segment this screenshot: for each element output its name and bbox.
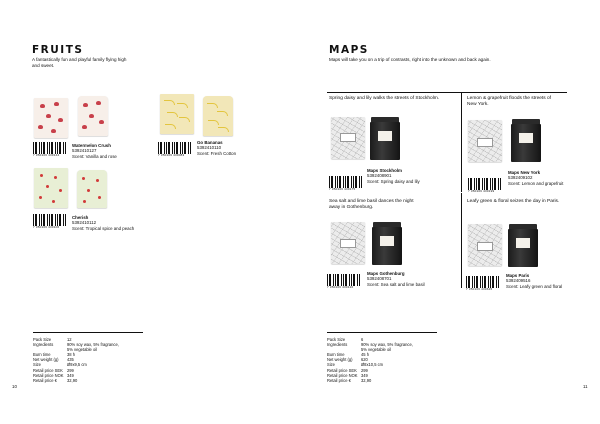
barcode-number: 7 350106 430144 <box>33 153 60 157</box>
bananas-barcode <box>158 142 192 157</box>
spec-value: 5% vegetable oil <box>67 347 98 353</box>
gothenburg-barcode <box>327 274 361 289</box>
bananas-box-image <box>160 94 194 134</box>
spec-key: Pack Size <box>327 337 346 342</box>
barcode-number: 7 350106 430199 <box>468 189 495 193</box>
product-sku: 5392409516 <box>506 278 531 284</box>
spec-value: 349 <box>67 372 74 378</box>
newyork-description <box>467 96 577 108</box>
barcode-number: 7 350106 430120 <box>327 285 354 289</box>
product-name: Maps Stockholm <box>367 168 402 173</box>
barcode-number: 7 350106 430106 <box>33 225 60 229</box>
stockholm-jar-image <box>370 122 400 160</box>
watermelon-caption <box>72 143 132 159</box>
product-sku: 5392408901 <box>367 173 392 179</box>
watermelon-candle-image <box>78 96 108 136</box>
product-name: Maps Gothenburg <box>367 271 405 276</box>
fruits-intro <box>32 57 142 69</box>
bananas-caption <box>197 140 257 156</box>
product-name: Watermelon Crush <box>72 143 111 148</box>
spec-key: Ingredients <box>33 342 54 348</box>
watermelon-barcode <box>33 142 67 157</box>
maps-specs-table <box>327 337 413 383</box>
specs-divider <box>327 332 437 333</box>
product-sku: 5392410112 <box>72 220 97 226</box>
stockholm-box-image <box>331 117 365 159</box>
product-sku: 5392409102 <box>508 175 533 181</box>
paris-caption <box>506 273 588 289</box>
stockholm-description <box>329 96 459 102</box>
product-sku: 5392410127 <box>72 148 97 154</box>
description-line: Leafy green & floral seizes the day in Paris. <box>467 199 560 204</box>
spec-value: 620 <box>361 357 368 363</box>
maps-title: MAPS <box>329 44 369 56</box>
maps-top-divider <box>327 92 567 93</box>
product-name: Go Bananas <box>197 140 223 145</box>
spec-value: 12 <box>67 337 72 342</box>
description-line: New York. <box>467 102 489 108</box>
spec-value: 349 <box>361 372 368 378</box>
spec-value: 32,90 <box>67 377 78 383</box>
product-name: Maps Paris <box>506 273 530 278</box>
product-scent: Scent: Vanilla and rose <box>72 153 117 159</box>
fruits-title: FRUITS <box>32 44 84 56</box>
gothenburg-jar-image <box>372 227 402 265</box>
spec-value: Ø8x10,5 cm <box>361 362 384 368</box>
page-number-left: 10 <box>12 384 17 389</box>
newyork-barcode <box>468 178 502 193</box>
spec-key: Size <box>33 362 41 368</box>
product-name: Cherish <box>72 215 89 220</box>
product-name: Maps New York <box>508 170 541 175</box>
description-line: away in Gothenburg. <box>329 205 374 211</box>
fruits-intro-line1: A fantastically fun and playful family flying high <box>32 57 127 62</box>
spec-row <box>33 378 119 383</box>
spec-key: Net weight (g) <box>33 357 59 363</box>
paris-jar-image <box>508 229 538 267</box>
paris-box-image <box>468 224 502 266</box>
barcode-number: 7 350106 430625 <box>466 287 493 291</box>
product-sku: 5392410110 <box>197 145 222 151</box>
cherish-candle-image <box>77 170 107 208</box>
gothenburg-box-image <box>331 222 365 264</box>
spec-key: Burn time <box>33 352 51 358</box>
spec-value: 38 h <box>67 352 75 358</box>
stockholm-barcode <box>329 176 363 191</box>
spec-key: Ingredients <box>327 342 348 348</box>
barcode-number: 7 350106 430083 <box>158 153 185 157</box>
spec-key: Retail price NOK <box>33 372 64 378</box>
spec-key: Size <box>327 362 335 368</box>
page-number-right: 11 <box>583 384 588 389</box>
product-scent: Scent: Spring daisy and lily <box>367 178 420 184</box>
description-line: Lemon & grapefruit floods the streets of <box>467 96 551 101</box>
spec-key: Retail price SEK <box>33 367 63 373</box>
spec-value: Ø9x9,5 cm <box>67 362 87 368</box>
product-scent: Scent: Tropical spice and peach <box>72 225 135 231</box>
cherish-caption <box>72 215 142 231</box>
product-scent: Scent: Fresh Cotton <box>197 150 237 156</box>
spec-key: Net weight (g) <box>327 357 353 363</box>
fruits-specs-table <box>33 337 119 383</box>
newyork-caption <box>508 170 588 186</box>
spec-value: 5% vegetable oil <box>361 347 392 353</box>
gothenburg-caption <box>367 271 459 287</box>
spec-value: 90% soy wax, 5% fragrance, <box>361 342 413 348</box>
fruits-intro-line2: and sweet. <box>32 63 55 69</box>
specs-divider <box>33 332 143 333</box>
product-sku: 5392408701 <box>367 276 392 282</box>
product-scent: Scent: Sea salt and lime basil <box>367 281 425 287</box>
product-scent: Scent: Lemon and grapefruit <box>508 180 564 186</box>
maps-center-divider <box>461 92 462 288</box>
spec-value: 299 <box>361 367 368 373</box>
description-line: Spring daisy and lily walks the streets of Stockholm. <box>329 96 440 101</box>
spec-key: Burn time <box>327 352 345 358</box>
spec-key: Pack Size <box>33 337 52 342</box>
spec-key: Retail price NOK <box>327 372 358 378</box>
barcode-number: 7 350106 430175 <box>329 187 356 191</box>
spec-value: 90% soy wax, 5% fragrance, <box>67 342 119 348</box>
paris-description <box>467 199 587 205</box>
newyork-box-image <box>468 120 502 162</box>
product-scent: Scent: Leafy green and floral <box>506 283 563 289</box>
spec-value: 45 h <box>361 352 369 358</box>
spec-key: Retail price SEK <box>327 367 357 373</box>
spec-value: 435 <box>67 357 74 363</box>
cherish-box-image <box>34 168 68 208</box>
description-line: Sea salt and lime basil dances the night <box>329 199 414 204</box>
bananas-candle-image <box>203 96 233 136</box>
watermelon-box-image <box>34 98 68 138</box>
spec-value: 6 <box>361 337 364 342</box>
spec-key: Retail price € <box>327 377 351 383</box>
spec-key: Retail price € <box>33 377 57 383</box>
paris-barcode <box>466 276 500 291</box>
cherish-barcode <box>33 214 67 229</box>
spec-value: 299 <box>67 367 74 373</box>
spec-value: 32,90 <box>361 377 372 383</box>
newyork-jar-image <box>511 124 541 162</box>
gothenburg-description <box>329 199 459 211</box>
stockholm-caption <box>367 168 457 184</box>
maps-intro: Maps will take you on a trip of contrasts, right into the unknown and back again. <box>329 57 491 62</box>
spec-row <box>327 378 413 383</box>
